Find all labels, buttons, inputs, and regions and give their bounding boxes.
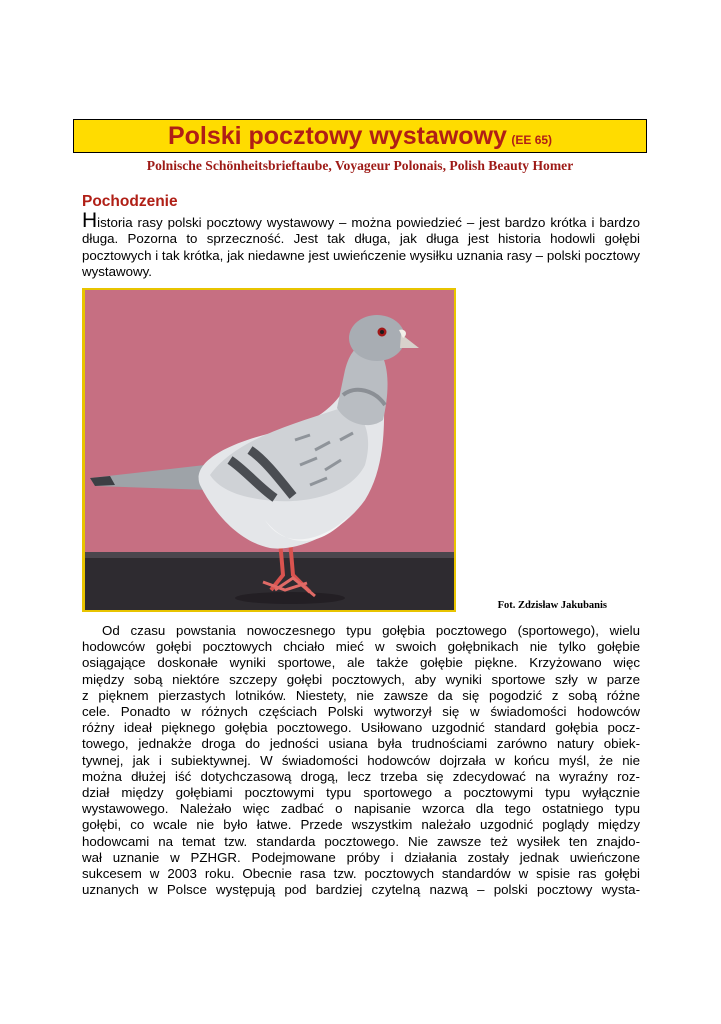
body-line: dział między gołębiami pocztowymi typu sportowego a pocztowymi typu wyłącznie — [82, 785, 640, 801]
body-line: cele. Ponadto w różnych częściach Polski wytworzył się w świadomości hodowców — [82, 704, 640, 720]
body-line: uznanych w Polsce występują pod bardziej czytelną nazwą – polski pocztowy wysta- — [82, 882, 640, 898]
body-line: gołębi, co wcale nie było łatwe. Przede wszystkim należało uzgodnić poglądy między — [82, 817, 640, 833]
intro-text: istoria rasy polski pocztowy wystawowy – można powiedzieć – jest bardzo krótka i bardzo długa. Pozorna to sprzeczność. Jest tak długa, jak długa jest historia hodowli gołębi pocztowych i tak krótka, jak niedawne jest uwieńczenie wysiłku uznania rasy – polski pocztowy wystawowy. — [82, 215, 640, 280]
body-line: wał uznanie w PZHGR. Podejmowane próby i działania zostały jednak uwieńczone — [82, 849, 640, 865]
section-heading: Pochodzenie — [82, 193, 178, 210]
body-line: towego, jednakże droga do jedności usiana była trudnościami zarówno natury obiek- — [82, 736, 640, 752]
body-line: wystawowego. Należało więc zadbać o napisanie wzorca dla tego ostatniego typu — [82, 801, 640, 817]
body-line: można dłużej iść dotychczasową drogą, lecz trzeba się zdecydować na wyraźny roz- — [82, 768, 640, 784]
body-line: różny ideał pięknego gołębia pocztowego. Usiłowano uzgodnić standard gołębia pocz- — [82, 720, 640, 736]
breed-title: Polski pocztowy wystawowy — [167, 122, 507, 150]
breed-foreign-names: Polnische Schönheitsbrieftaube, Voyageur Polonais, Polish Beauty Homer — [146, 158, 574, 173]
pigeon-photo — [82, 288, 456, 612]
body-line: z pięknem pierzastych lotników. Niestety, nie zawsze da się pogodzić z sobą różne — [82, 687, 640, 703]
breed-code: (EE 65) — [511, 133, 553, 147]
body-line: hodowcami na temat tzw. standarda pocztowego. Nie zawsze też wysiłek ten znajdo- — [82, 833, 640, 849]
drop-cap: H — [82, 209, 98, 232]
title-banner — [73, 119, 647, 153]
body-line: sukcesem w 2003 roku. Obecnie rasa tzw. pocztowych standardów w spisie ras gołębi — [82, 866, 640, 882]
photo-caption: Fot. Zdzisław Jakubanis — [497, 600, 607, 611]
pigeon-illustration — [85, 290, 456, 610]
body-line: hodowców gołębi pocztowych chciało mieć w swoich gołębnikach nie tylko gołębie — [82, 639, 640, 655]
body-paragraph — [82, 623, 640, 898]
body-line: osiągające doskonałe wyniki sportowe, ale także gołębie piękne. Krzyżowano więc — [82, 655, 640, 671]
body-line: Od czasu powstania nowoczesnego typu gołębia pocztowego (sportowego), wielu — [102, 623, 640, 638]
intro-paragraph — [82, 209, 640, 281]
body-line: tywnej, jak i subiektywnej. W świadomości hodowców dojrzała w końcu myśl, że nie — [82, 752, 640, 768]
body-line: między sobą niektóre szczepy gołębi pocztowych, aby wyniki sportowe szły w parze — [82, 671, 640, 687]
